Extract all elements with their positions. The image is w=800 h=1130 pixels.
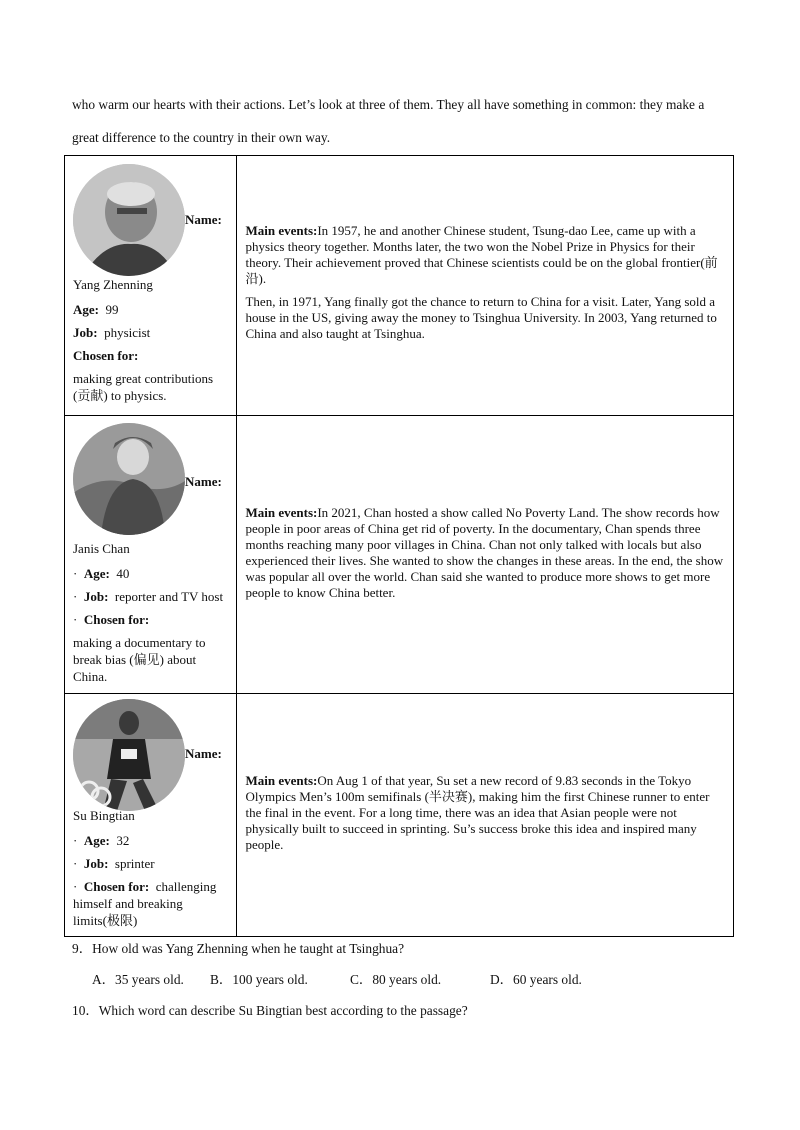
option-a[interactable]: A．35 years old. [92,972,184,987]
person-name: Su Bingtian [73,808,135,823]
portrait-photo [73,699,185,811]
portrait-photo [73,423,185,535]
events-text: On Aug 1 of that year, Su set a new record of 9.83 seconds in the Tokyo Olympics Men’s 100m semifinals (半决赛), making him the first Chinese runner to enter the final in the event. For a long time, there was an idea that Asian people were not physically built to succeed in sprinting. Su’s success broke this idea and inspired many people. [245,773,710,852]
person-name: Janis Chan [73,541,130,556]
question-10: 10．Which word can describe Su Bingtian best according to the passage? [72,1003,468,1018]
chosen-field: · Chosen for: challenging himself and breaking limits(极限) [73,879,217,928]
intro-line-2: great difference to the country in their own way. [72,130,331,145]
profile-cell [65,694,237,937]
option-c[interactable]: C．80 years old. [350,972,442,987]
job-field: · Job: sprinter [73,856,155,871]
age-field: · Age: 40 [73,566,130,581]
chosen-reason: making great contributions (贡献) to physics. [73,371,214,403]
chosen-reason: making a documentary to break bias (偏见) about China. [73,635,206,684]
main-events [245,505,727,608]
chosen-label: Chosen for: [73,348,139,363]
intro-line-1: who warm our hearts with their actions. Let’s look at three of them. They all have something in common: they make a [72,97,705,112]
events-cell [237,156,734,416]
chosen-label: · Chosen for: [73,612,150,627]
job-field: · Job: reporter and TV host [73,589,224,604]
events-text-2: Then, in 1971, Yang finally got the chance to return to China for a visit. Later, Yang sold a house in the US, giving away the money to Tsinghua University. In 2003, Yang returned to China and also taught at Tsinghua. [245,294,717,341]
question-9: 9．How old was Yang Zhenning when he taught at Tsinghua? [72,941,405,956]
profile-cell [65,156,237,416]
events-cell [237,694,734,937]
events-text: In 1957, he and another Chinese student, Tsung-dao Lee, came up with a physics theory together. Months later, the two won the Nobel Prize in Physics for their theory. Their achievement proved that Chinese scientists could be on the global frontier(前沿). [245,223,718,286]
intro-paragraph [72,88,732,154]
table-row [65,416,734,694]
job-field: Job: physicist [73,325,151,340]
events-text: In 2021, Chan hosted a show called No Poverty Land. The show records how people in poor areas of China get rid of poverty. In the documentary, Chan spends three months reaching many poor villages in China. Chan not only talked with locals but also experienced their lives. She wanted to show the changes in these areas. In the end, the show was popular all over the world. Chan said she wanted to produce more shows to get more people to know China better. [245,505,724,600]
table-row [65,694,734,937]
events-label: Main events: [245,773,318,788]
profile-cell [65,416,237,694]
events-label: Main events: [245,223,318,238]
events-cell [237,416,734,694]
age-field: · Age: 32 [73,833,130,848]
portrait-photo [73,164,185,276]
main-events [245,773,727,860]
name-label: Name: [185,746,222,761]
option-d[interactable]: D．60 years old. [490,972,582,987]
profile-fields [73,565,232,691]
events-label: Main events: [245,505,318,520]
people-table [64,155,734,937]
option-b[interactable]: B．100 years old. [210,972,308,987]
name-label: Name: [185,212,222,227]
person-name: Yang Zhenning [73,277,153,292]
table-row [65,156,734,416]
name-label: Name: [185,474,222,489]
main-events [245,223,727,349]
age-field: Age: 99 [73,302,119,317]
profile-fields [73,301,232,410]
profile-fields [73,832,232,935]
